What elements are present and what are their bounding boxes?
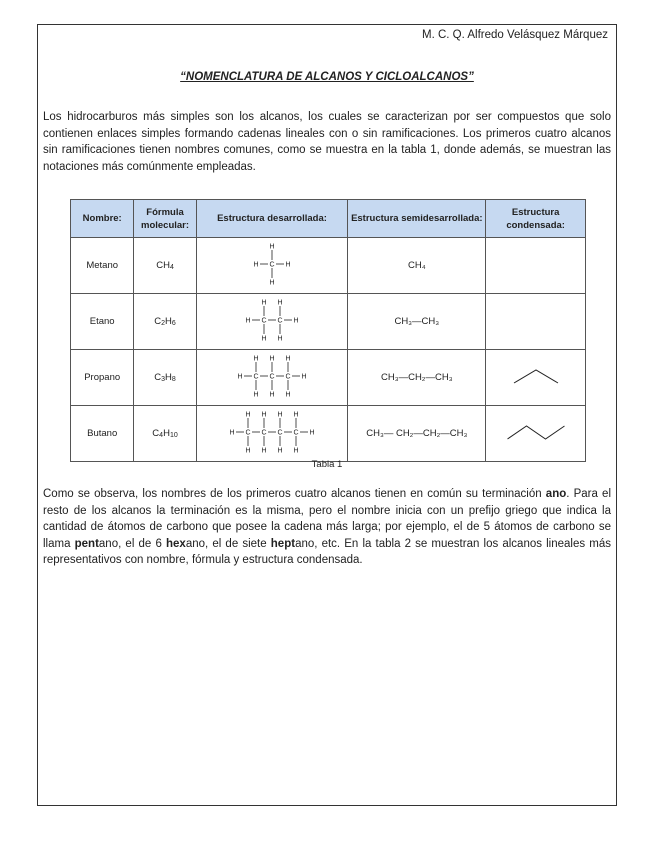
row-condensed-structure [486,294,586,350]
table-row [71,238,586,294]
header-formula: Fórmula molecular: [134,200,196,238]
hydrogen-atom: H [285,391,291,399]
hydrogen-atom: H [269,355,275,363]
row-formula: $CH_4$ [134,238,196,294]
developed-structure-diagram [199,294,345,346]
header-developed: Estructura desarrollada: [196,200,348,238]
hydrogen-atom: H [245,317,251,325]
carbon-atom: C [269,373,275,381]
alkanes-table [70,199,586,462]
hydrogen-atom: H [277,299,283,307]
carbon-atom: C [277,429,283,437]
row-semi-structure: CH₃— CH₂—CH₂—CH₃ [348,406,486,462]
row-condensed-structure [486,238,586,294]
hydrogen-atom: H [253,355,259,363]
carbon-atom: C [269,261,275,269]
row-semi-structure: CH₃—CH₃ [348,294,486,350]
hydrogen-atom: H [261,335,267,343]
condensed-structure-diagram [489,300,583,340]
row-name: Metano [71,238,134,294]
row-formula: $C_2H_6$ [134,294,196,350]
row-semi-structure: CH₄ [348,238,486,294]
header-condensed: Estructura condensada: [486,200,586,238]
developed-structure-diagram [199,238,345,290]
row-formula: $C_3H_8$ [134,350,196,406]
row-developed-structure [196,294,348,350]
skeletal-chain [507,426,564,439]
hydrogen-atom: H [309,429,315,437]
row-formula: $C_4H_{10}$ [134,406,196,462]
table-row [71,294,586,350]
hydrogen-atom: H [253,261,259,269]
hydrogen-atom: H [245,411,251,419]
carbon-atom: C [253,373,259,381]
hydrogen-atom: H [261,447,267,455]
row-name: Propano [71,350,134,406]
header-name: Nombre: [71,200,134,238]
skeletal-chain [514,370,558,383]
intro-paragraph: Los hidrocarburos más simples son los alcanos, los cuales se caracterizan por ser compuestos que solo contienen enlaces simples formando cadenas lineales con o sin ramificaciones. Los primeros cuatro alcanos sin ramificaciones tienen nombres comunes, como se muestra en la tabla 1, donde además, se muestran las notaciones más comúnmente empleadas. [43,111,611,173]
table-row [71,406,586,462]
developed-structure-diagram [199,350,345,402]
carbon-atom: C [285,373,291,381]
carbon-atom: C [293,429,299,437]
hydrogen-atom: H [277,335,283,343]
developed-structure-diagram [199,406,345,458]
hydrogen-atom: H [293,317,299,325]
hydrogen-atom: H [237,373,243,381]
table-header-row [71,200,586,238]
hydrogen-atom: H [285,355,291,363]
row-semi-structure: CH₃—CH₂—CH₃ [348,350,486,406]
carbon-atom: C [261,317,267,325]
hydrogen-atom: H [277,447,283,455]
hydrogen-atom: H [245,447,251,455]
row-condensed-structure [486,350,586,406]
row-condensed-structure [486,406,586,462]
table-row [71,350,586,406]
hydrogen-atom: H [293,447,299,455]
carbon-atom: C [277,317,283,325]
hydrogen-atom: H [293,411,299,419]
row-name: Etano [71,294,134,350]
hydrogen-atom: H [261,411,267,419]
row-developed-structure [196,238,348,294]
row-developed-structure [196,350,348,406]
explanation-paragraph: Como se observa, los nombres de los primeros cuatro alcanos tienen en común su terminación ano. Para el resto de los alcanos la terminación es la misma, pero el nombre inicia con un prefijo griego que indica la cantidad de átomos de carbono que posee la cadena más larga; por ejemplo, el de 5 átomos de carbono se llama pentano, el de 6 hexano, el de siete heptano, etc. En la tabla 2 se muestran los alcanos lineales más representativos con nombre, fórmula y estructura condensada. [43,488,612,566]
author-name: M. C. Q. Alfredo Velásquez Márquez [421,29,608,41]
condensed-structure-diagram [489,412,583,452]
carbon-atom: C [245,429,251,437]
hydrogen-atom: H [269,391,275,399]
hydrogen-atom: H [269,243,275,251]
hydrogen-atom: H [277,411,283,419]
carbon-atom: C [261,429,267,437]
hydrogen-atom: H [301,373,307,381]
hydrogen-atom: H [269,279,275,287]
hydrogen-atom: H [261,299,267,307]
header-semi: Estructura semidesarrollada: [348,200,486,238]
document-title: “NOMENCLATURA DE ALCANOS Y CICLOALCANOS” [180,71,474,83]
row-developed-structure [196,406,348,462]
table-caption: Tabla 1 [311,459,343,470]
hydrogen-atom: H [253,391,259,399]
hydrogen-atom: H [229,429,235,437]
condensed-structure-diagram [489,356,583,396]
condensed-structure-diagram [489,244,583,284]
hydrogen-atom: H [285,261,291,269]
row-name: Butano [71,406,134,462]
document-page [37,24,617,806]
